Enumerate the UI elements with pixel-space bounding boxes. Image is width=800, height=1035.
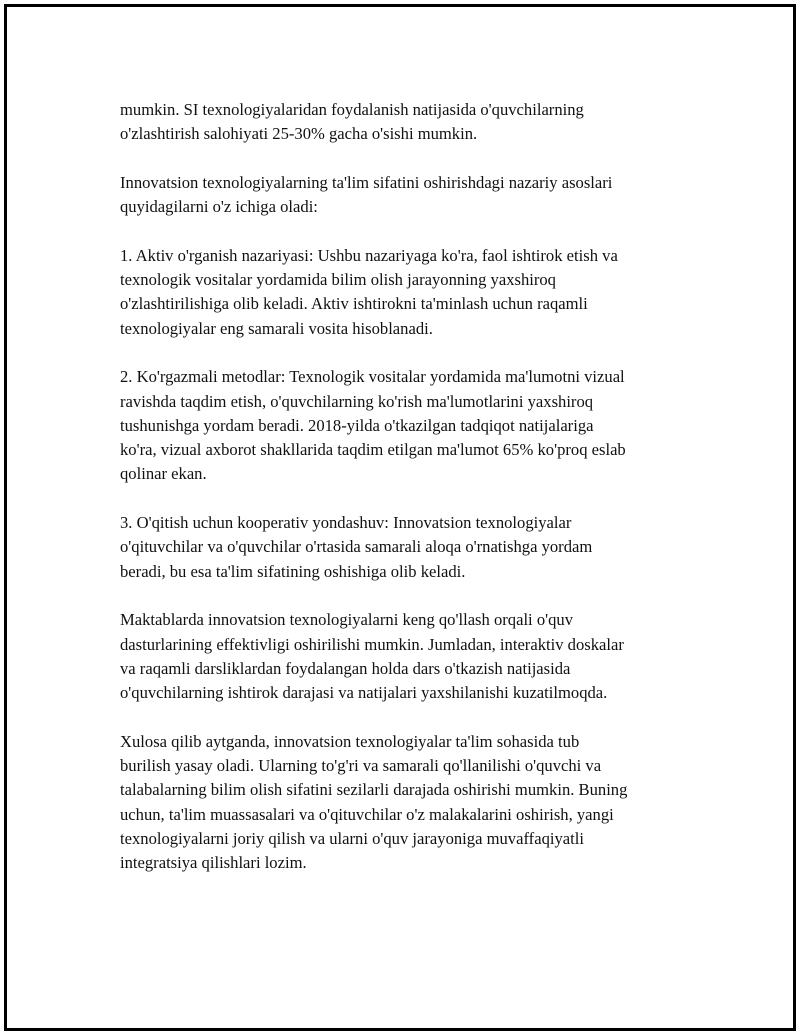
paragraph-theory-intro: Innovatsion texnologiyalarning ta'lim sifatini oshirishdagi nazariy asoslari quyidagilarni o'z ichiga oladi:	[120, 172, 613, 217]
document-body	[120, 98, 705, 900]
paragraph-cooperative-approach: 3. O'qitish uchun kooperativ yondashuv: Innovatsion texnologiyalar o'qituvchilar va o'quvchilar o'rtasida samarali aloqa o'rnatishga yordam beradi, bu esa ta'lim sifatining oshishiga olib keladi.	[120, 513, 593, 581]
paragraph-active-learning: 1. Aktiv o'rganish nazariyasi: Ushbu nazariyaga ko'ra, faol ishtirok etish va texnologik vositalar yordamida bilim olish jarayonning yaxshiroq o'zlashtirilishiga olib keladi. Aktiv ishtirokni ta'minlash uchun raqamli texnologiyalar eng samarali vosita hisoblanadi.	[120, 245, 618, 338]
paragraph-conclusion: Xulosa qilib aytganda, innovatsion texnologiyalar ta'lim sohasida tub burilish yasay oladi. Ularning to'g'ri va samarali qo'llanilishi o'quvchi va talabalarning bilim olish sifatini sezilarli darajada oshirishi mumkin. Buning uchun, ta'lim muassasalari va o'qituvchilar o'z malakalarini oshirish, yangi texnologiyalarni joriy qilish va ularni o'quv jarayoniga muvaffaqiyatli integratsiya qilishlari lozim.	[120, 731, 628, 873]
paragraph-visual-methods: 2. Ko'rgazmali metodlar: Texnologik vositalar yordamida ma'lumotni vizual ravishda taqdim etish, o'quvchilarning ko'rish ma'lumotlarini yaxshiroq tushunishga yordam beradi. 2018-yilda o'tkazilgan tadqiqot natijalariga ko'ra, vizual axborot shakllarida taqdim etilgan ma'lumot 65% ko'proq eslab qolinar ekan.	[120, 367, 626, 484]
paragraph-schools: Maktablarda innovatsion texnologiyalarni keng qo'llash orqali o'quv dasturlarining effektivligi oshirilishi mumkin. Jumladan, interaktiv doskalar va raqamli darsliklardan foydalangan holda dars o'tkazish natijasida o'quvchilarning ishtirok darajasi va natijalari yaxshilanishi kuzatilmoqda.	[120, 610, 624, 703]
page-frame	[4, 4, 796, 1031]
paragraph-si-potential: mumkin. SI texnologiyalaridan foydalanish natijasida o'quvchilarning o'zlashtirish salohiyati 25-30% gacha o'sishi mumkin.	[120, 100, 584, 144]
